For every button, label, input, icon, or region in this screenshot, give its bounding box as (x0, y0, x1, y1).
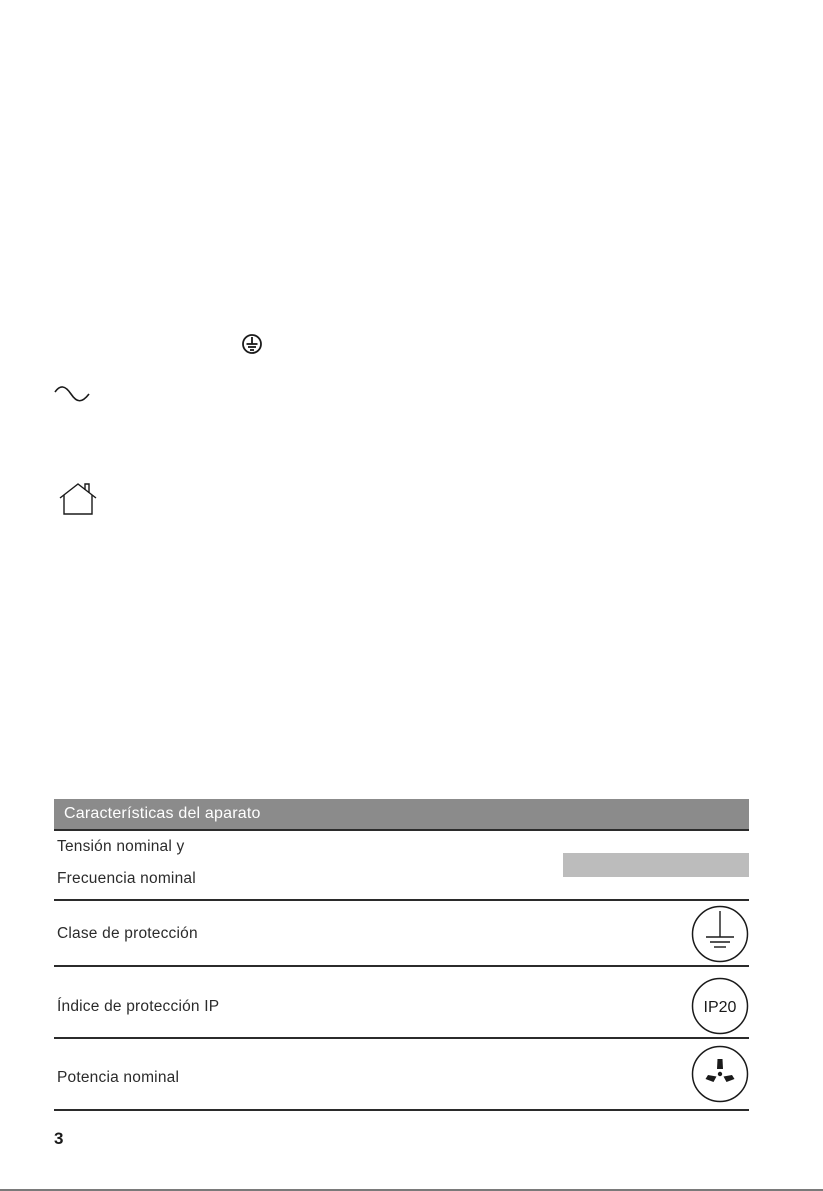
alternating-current-icon (54, 386, 90, 406)
protective-earth-class-icon (691, 905, 749, 963)
row-label-ip-index: Índice de protección IP (57, 998, 220, 1015)
row-label-voltage: Tensión nominal y (57, 838, 185, 855)
row-divider (54, 1037, 749, 1039)
row-label-protection-class: Clase de protección (57, 925, 198, 942)
indoor-use-house-icon (58, 482, 98, 516)
value-placeholder-bar (563, 853, 749, 877)
ip20-icon (691, 977, 749, 1035)
table-bottom-rule (54, 1109, 749, 1111)
row-label-frequency: Frecuencia nominal (57, 870, 196, 887)
protective-earth-icon (241, 333, 263, 355)
header-rule (54, 829, 749, 831)
row-divider (54, 965, 749, 967)
page-number: 3 (54, 1129, 64, 1148)
svg-text:IP20: IP20 (703, 999, 737, 1016)
table-header: Características del aparato (54, 799, 749, 829)
row-divider (54, 899, 749, 901)
row-label-nominal-power: Potencia nominal (57, 1069, 180, 1086)
fan-icon (691, 1045, 749, 1103)
